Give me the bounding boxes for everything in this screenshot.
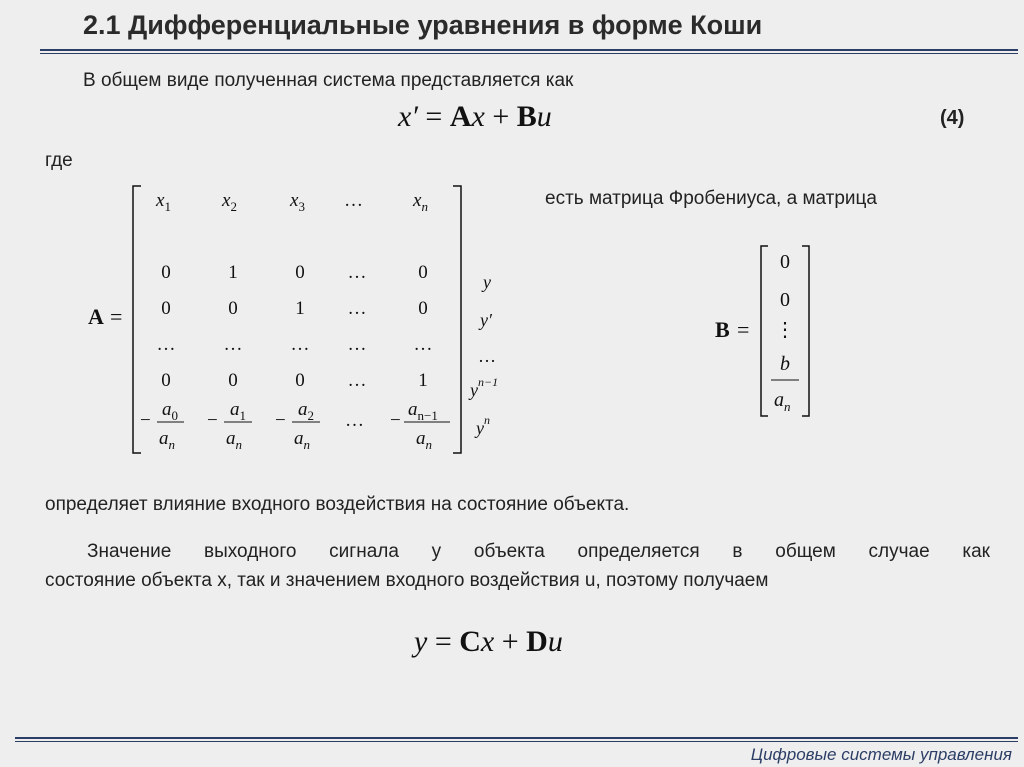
side-label-y-n: $y^n$ <box>476 413 490 438</box>
matrix-A-cell: 0 <box>161 262 171 283</box>
matrix-B-vdots: ⋮ <box>775 319 795 341</box>
matrix-A-minus: − <box>140 410 151 431</box>
influence-text: определяет влияние входного воздействия на состояние объекта. <box>45 494 630 515</box>
matrix-A-frac-num: $a_2$ <box>298 399 314 423</box>
matrix-A-header-x3: $x_3$ <box>290 190 305 214</box>
matrix-A-cell: … <box>347 298 367 319</box>
state-equation <box>398 100 552 134</box>
matrix-A-header-xn: $x_n$ <box>413 190 428 214</box>
matrix-A-cell: 0 <box>161 298 171 319</box>
eq-x: x <box>480 625 495 658</box>
eq-x: x <box>471 100 485 133</box>
matrix-B-frac-den: $a_n$ <box>774 389 791 414</box>
matrix-B-figure <box>705 240 825 422</box>
eq-equals: = <box>434 625 452 658</box>
matrix-A-figure <box>80 178 520 468</box>
matrix-A-minus: − <box>275 410 286 431</box>
matrix-A-cell: 0 <box>295 370 305 391</box>
eq-matrix-D: D <box>526 625 548 658</box>
matrix-A-cell: … <box>290 334 310 355</box>
eq-plus: + <box>501 625 519 658</box>
matrix-A-equals: = <box>110 304 123 329</box>
matrix-A-frac-den: $a_n$ <box>226 428 242 452</box>
intro-text: В общем виде полученная система представляется как <box>83 70 574 91</box>
matrix-B-right-bracket <box>802 246 809 416</box>
eq-plus: + <box>492 100 510 133</box>
side-label-dots: … <box>478 346 496 366</box>
frobenius-text: есть матрица Фробениуса, а матрица <box>545 188 877 209</box>
eq-y: y <box>414 625 428 658</box>
matrix-A-right-bracket <box>453 186 461 453</box>
matrix-A-label: A <box>88 304 104 329</box>
eq-u: u <box>547 625 563 658</box>
output-paragraph-line2: состояние объекта x, так и значением входного воздействия u, поэтому получаем <box>45 570 769 591</box>
matrix-A-frac-den: $a_n$ <box>159 428 175 452</box>
eq-matrix-C: C <box>459 625 481 658</box>
equation-number: (4) <box>940 107 965 129</box>
where-text: где <box>45 150 73 171</box>
matrix-A-cell: … <box>347 262 367 283</box>
output-paragraph-line1: Значение выходного сигнала y объекта определяется в общем случае как <box>87 541 990 562</box>
matrix-A-header-x1: $x_1$ <box>156 190 171 214</box>
header-divider-thin <box>40 53 1018 54</box>
matrix-B-cell: 0 <box>780 289 790 311</box>
matrix-A-cell: 0 <box>161 370 171 391</box>
matrix-A-header-x2: $x_2$ <box>222 190 237 214</box>
matrix-A-frac-num: $a_1$ <box>230 399 246 423</box>
matrix-A-cell: 1 <box>295 298 305 319</box>
matrix-A-cell: … <box>413 334 433 355</box>
matrix-A-frac-num: $a_{n-1}$ <box>408 399 438 423</box>
matrix-A-cell: … <box>347 334 367 355</box>
output-equation <box>414 625 563 659</box>
footer-divider-thin <box>15 741 1018 742</box>
matrix-A-cell: 1 <box>228 262 238 283</box>
matrix-B-label: B <box>715 317 730 342</box>
matrix-B-frac-num: b <box>780 353 790 375</box>
matrix-A-cell: 0 <box>228 298 238 319</box>
footer-divider <box>15 737 1018 739</box>
matrix-B-cell: 0 <box>780 251 790 273</box>
eq-u: u <box>536 100 552 133</box>
matrix-A-cell: … <box>347 370 367 391</box>
matrix-A-header-dots: … <box>344 190 363 211</box>
output-paragraph <box>45 537 990 595</box>
side-label-y: y <box>483 272 491 292</box>
header-divider <box>40 49 1018 51</box>
matrix-A-minus: − <box>207 410 218 431</box>
matrix-A-minus: − <box>390 410 401 431</box>
eq-equals: = <box>425 100 443 133</box>
matrix-A-cell: 0 <box>418 262 428 283</box>
side-label-y-prime: y′ <box>480 310 492 330</box>
slide-footer: Цифровые системы управления <box>750 745 1012 764</box>
slide-title: 2.1 Дифференциальные уравнения в форме Коши <box>83 10 763 40</box>
matrix-A-cell: 0 <box>228 370 238 391</box>
matrix-B-equals: = <box>737 317 750 342</box>
matrix-A-cell: 0 <box>418 298 428 319</box>
matrix-A-frac-den: $a_n$ <box>294 428 310 452</box>
eq-matrix-B: B <box>516 100 537 133</box>
matrix-A-cell: 1 <box>418 370 428 391</box>
matrix-B-left-bracket <box>761 246 768 416</box>
matrix-A-cell: … <box>223 334 243 355</box>
matrix-A-frac-dots: … <box>345 410 364 431</box>
side-label-y-n-minus-1: $y^{n-1}$ <box>470 375 499 400</box>
matrix-A-cell: 0 <box>295 262 305 283</box>
matrix-A-cell: … <box>156 334 176 355</box>
eq-x-prime: x′ <box>398 100 418 133</box>
matrix-A-frac-num: $a_0$ <box>162 399 178 423</box>
eq-matrix-A: A <box>449 100 472 133</box>
matrix-A-frac-den: $a_n$ <box>416 428 432 452</box>
